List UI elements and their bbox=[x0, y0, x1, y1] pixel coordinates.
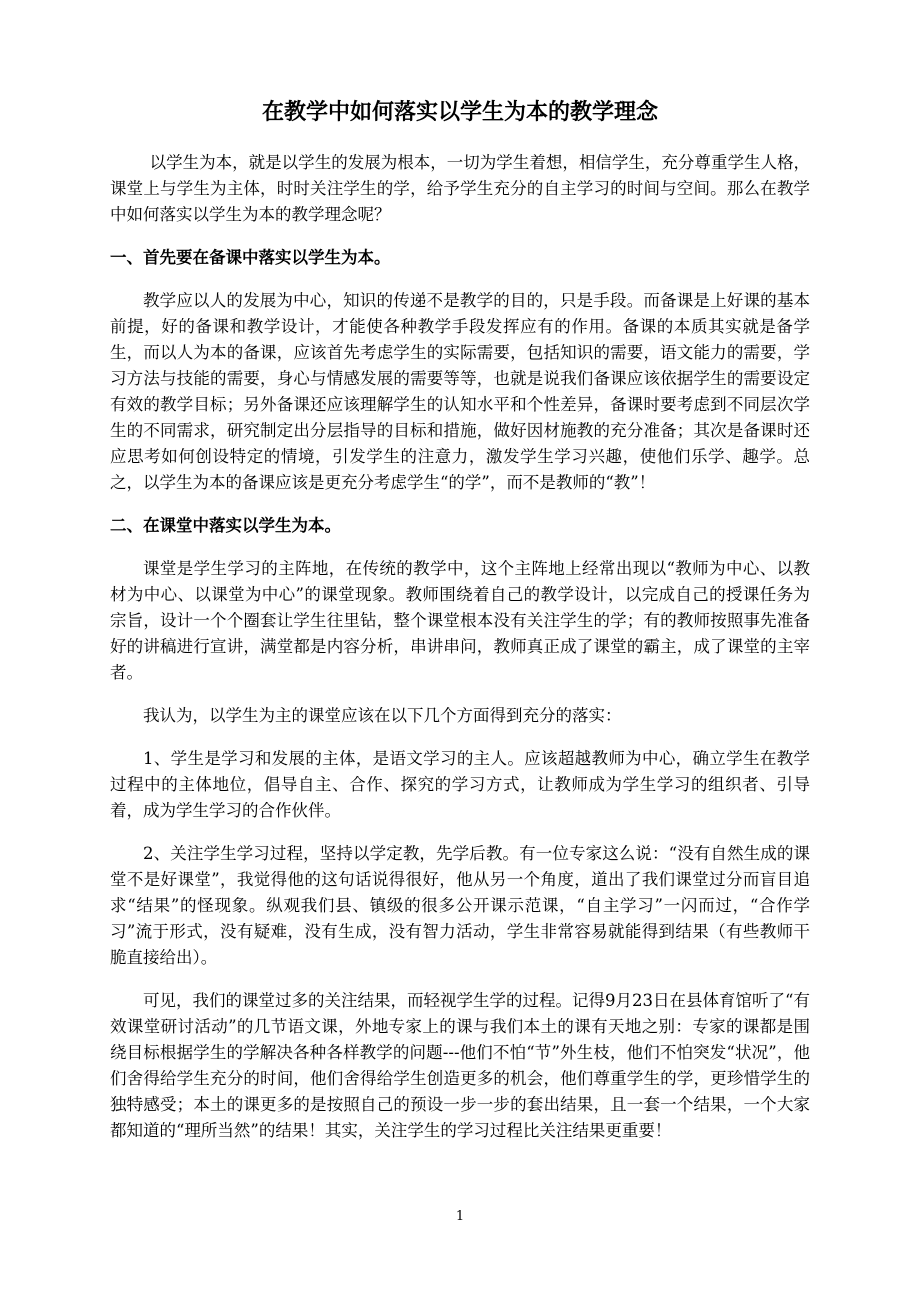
section1-paragraph-1: 教学应以人的发展为中心，知识的传递不是教学的目的，只是手段。而备课是上好课的基本前提，好的备课和教学设计，才能使各种教学手段发挥应有的作用。备课的本质其实就是备学生，而以人为本的备课，应该首先考虑学生的实际需要，包括知识的需要，语文能力的需要，学习方法与技能的需要，身心与情感发展的需要等等，也就是说我们备课应该依据学生的需要设定有效的教学目标；另外备课还应该理解学生的认知水平和个性差异，备课时要考虑到不同层次学生的不同需求，研究制定出分层指导的目标和措施，做好因材施教的充分准备；其次是备课时还应思考如何创设特定的情境，引发学生的注意力，激发学生学习兴趣，使他们乐学、趣学。总之，以学生为本的备课应该是更充分考虑学生“的学”，而不是教师的“教”！ bbox=[110, 291, 810, 492]
document-body bbox=[110, 150, 810, 1161]
section2-paragraph-2: 我认为，以学生为主的课堂应该在以下几个方面得到充分的落实： bbox=[143, 706, 622, 725]
section2-paragraph-3: 1、学生是学习和发展的主体，是语文学习的主人。应该超越教师为中心，确立学生在教学过程中的主体地位，倡导自主、合作、探究的学习方式，让教师成为学生学习的组织者、引导着，成为学生学习的合作伙伴。 bbox=[110, 749, 810, 820]
document-title: 在教学中如何落实以学生为本的教学理念 bbox=[261, 99, 658, 125]
section2-paragraph-5: 可见，我们的课堂过多的关注结果，而轻视学生学的过程。记得9月23日在县体育馆听了“有效课堂研讨活动”的几节语文课，外地专家上的课与我们本土的课有天地之别：专家的课都是围绕目标根据学生的学解决各种各样教学的问题---他们不怕“节”外生枝，他们不怕突发“状况”，他们舍得给学生充分的时间，他们舍得给学生创造更多的机会，他们尊重学生的学，更珍惜学生的独特感受；本土的课更多的是按照自己的预设一步一步的套出结果，且一套一个结果，一个大家都知道的“理所当然”的结果！其实，关注学生的学习过程比关注结果更重要！ bbox=[110, 991, 810, 1140]
section-heading-1: 一、首先要在备课中落实以学生为本。 bbox=[110, 248, 391, 267]
section-heading-2: 二、在课堂中落实以学生为本。 bbox=[110, 516, 341, 535]
section2-paragraph-4: 2、关注学生学习过程，坚持以学定教，先学后教。有一位专家这么说：“没有自然生成的课堂不是好课堂”，我觉得他的这句话说得很好，他从另一个角度，道出了我们课堂过分而盲目追求“结果”的怪现象。纵观我们县、镇级的很多公开课示范课，“自主学习”一闪而过，“合作学习”流于形式，没有疑难，没有生成，没有智力活动，学生非常容易就能得到结果（有些教师干脆直接给出）。 bbox=[110, 844, 810, 967]
section2-paragraph-1: 课堂是学生学习的主阵地，在传统的教学中，这个主阵地上经常出现以“教师为中心、以教材为中心、以课堂为中心”的课堂现象。教师围绕着自己的教学设计，以完成自己的授课任务为宗旨，设计一个个圈套让学生往里钻，整个课堂根本没有关注学生的学；有的教师按照事先准备好的讲稿进行宣讲，满堂都是内容分析，串讲串问，教师真正成了课堂的霸主，成了课堂的主宰者。 bbox=[110, 559, 810, 682]
page-number: 1 bbox=[455, 1209, 465, 1224]
intro-paragraph: 以学生为本，就是以学生的发展为根本，一切为学生着想，相信学生，充分尊重学生人格，课堂上与学生为主体，时时关注学生的学，给予学生充分的自主学习的时间与空间。那么在教学中如何落实以学生为本的教学理念呢？ bbox=[110, 153, 810, 224]
